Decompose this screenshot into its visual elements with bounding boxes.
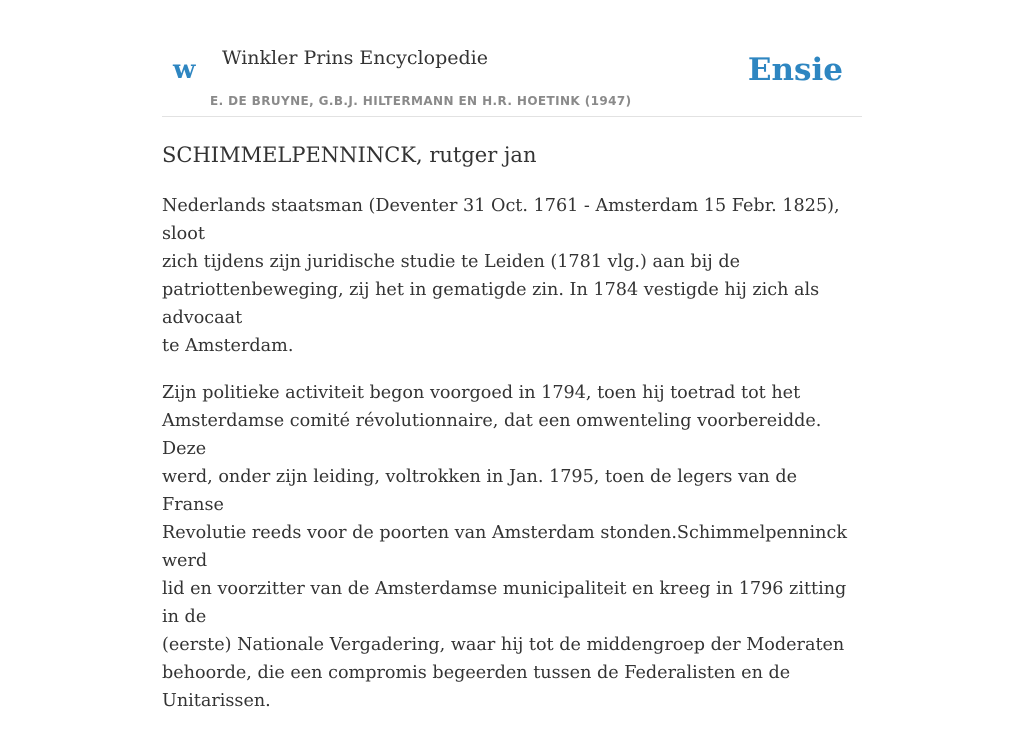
article-paragraph: Nederlands staatsman (Deventer 31 Oct. 1761 - Amsterdam 15 Febr. 1825), sloot zich tijdens zijn juridische studie te Leiden (1781 vlg.) aan bij de patriottenbeweging, zij het in gematigde zin. In 1784 vestigde hij zich als advocaat te Amsterdam.	[162, 196, 840, 356]
header	[162, 0, 862, 117]
article-title: SCHIMMELPENNINCK, rutger jan	[162, 143, 537, 167]
page	[162, 0, 862, 711]
article-paragraph: Zijn politieke activiteit begon voorgoed in 1794, toen hij toetrad tot het Amsterdamse comité révolutionnaire, dat een omwenteling voorbereidde. Deze werd, onder zijn leiding, voltrokken in Jan. 1795, toen de legers van de Franse Revolutie reeds voor de poorten van Amsterdam stonden.Schimmelpenninck werd lid en voorzitter van de Amsterdamse municipaliteit en kreeg in 1796 zitting in de (eerste) Nationale Vergadering, waar hij tot de middengroep der Moderaten behoorde, die een compromis begeerden tussen de Federalisten en de Unitarissen.	[162, 383, 848, 711]
winkler-prins-logo[interactable]: w	[173, 55, 196, 85]
publication-authors: E. DE BRUYNE, G.B.J. HILTERMANN EN H.R. HOETINK (1947)	[210, 94, 632, 108]
publication-title[interactable]: Winkler Prins Encyclopedie	[222, 47, 488, 69]
ensie-logo[interactable]: Ensie	[747, 52, 843, 88]
article-body	[162, 192, 862, 734]
